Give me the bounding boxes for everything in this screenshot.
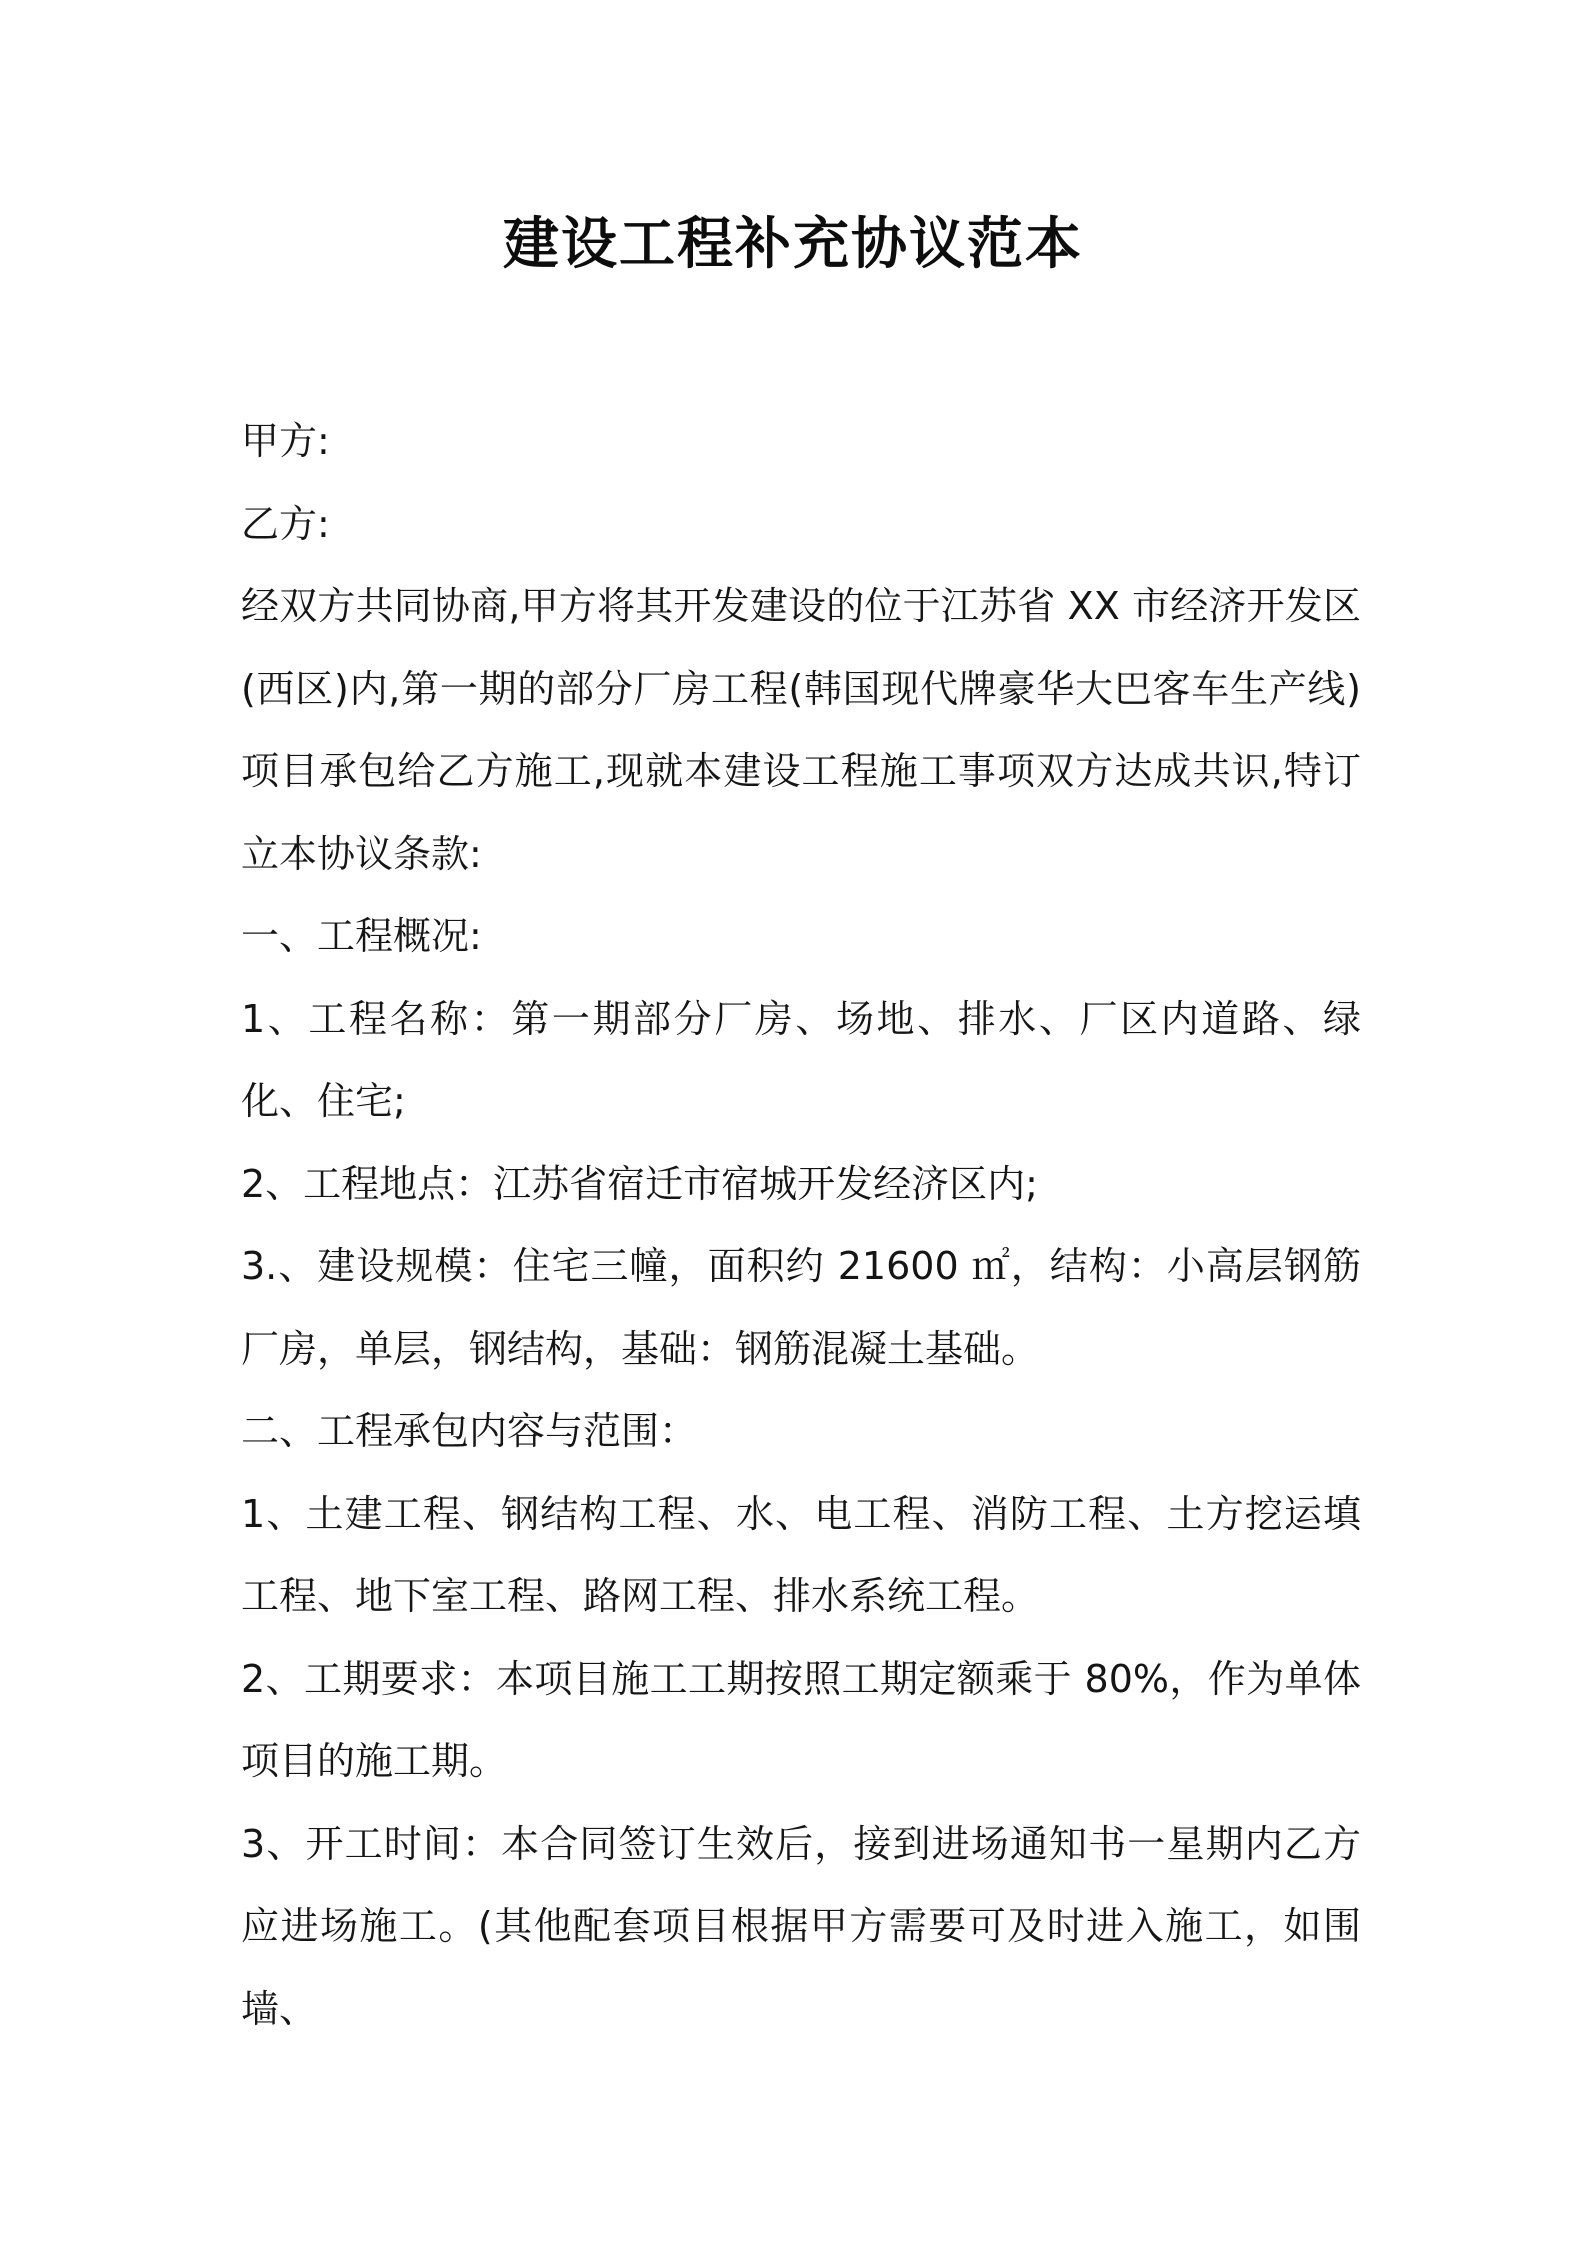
party-a-line: 甲方: xyxy=(241,419,330,463)
section-1-heading: 一、工程概况: xyxy=(241,914,482,958)
intro-paragraph: 经双方共同协商,甲方将其开发建设的位于江苏省 XX 市经济开发区(西区)内,第一期的部分厂房工程(韩国现代牌豪华大巴客车生产线)项目承包给乙方施工,现就本建设工程施工事项双方达成共识,特订立本协议条款: xyxy=(241,584,1361,876)
section-1-item-2: 2、工程地点：江苏省宿迁市宿城开发经济区内; xyxy=(241,1161,1038,1206)
section-1-item-1: 1、工程名称：第一期部分厂房、场地、排水、厂区内道路、绿化、住宅; xyxy=(241,996,1361,1123)
section-2-item-1: 1、土建工程、钢结构工程、水、电工程、消防工程、土方挖运填工程、地下室工程、路网工程、排水系统工程。 xyxy=(241,1491,1361,1618)
section-2-heading: 二、工程承包内容与范围： xyxy=(241,1409,698,1453)
document-title: 建设工程补充协议范本 xyxy=(503,212,1083,277)
section-1-item-3: 3.、建设规模：住宅三幢，面积约 21600 ㎡，结构：小高层钢筋厂房，单层，钢结构，基础：钢筋混凝土基础。 xyxy=(241,1244,1361,1371)
section-2-item-2: 2、工期要求：本项目施工工期按照工期定额乘于 80%，作为单体项目的施工期。 xyxy=(241,1656,1361,1783)
section-2-item-3: 3、开工时间：本合同签订生效后，接到进场通知书一星期内乙方应进场施工。(其他配套项目根据甲方需要可及时进入施工，如围墙、 xyxy=(241,1821,1361,2031)
party-b-line: 乙方: xyxy=(241,501,330,546)
document-body xyxy=(241,400,1361,2050)
